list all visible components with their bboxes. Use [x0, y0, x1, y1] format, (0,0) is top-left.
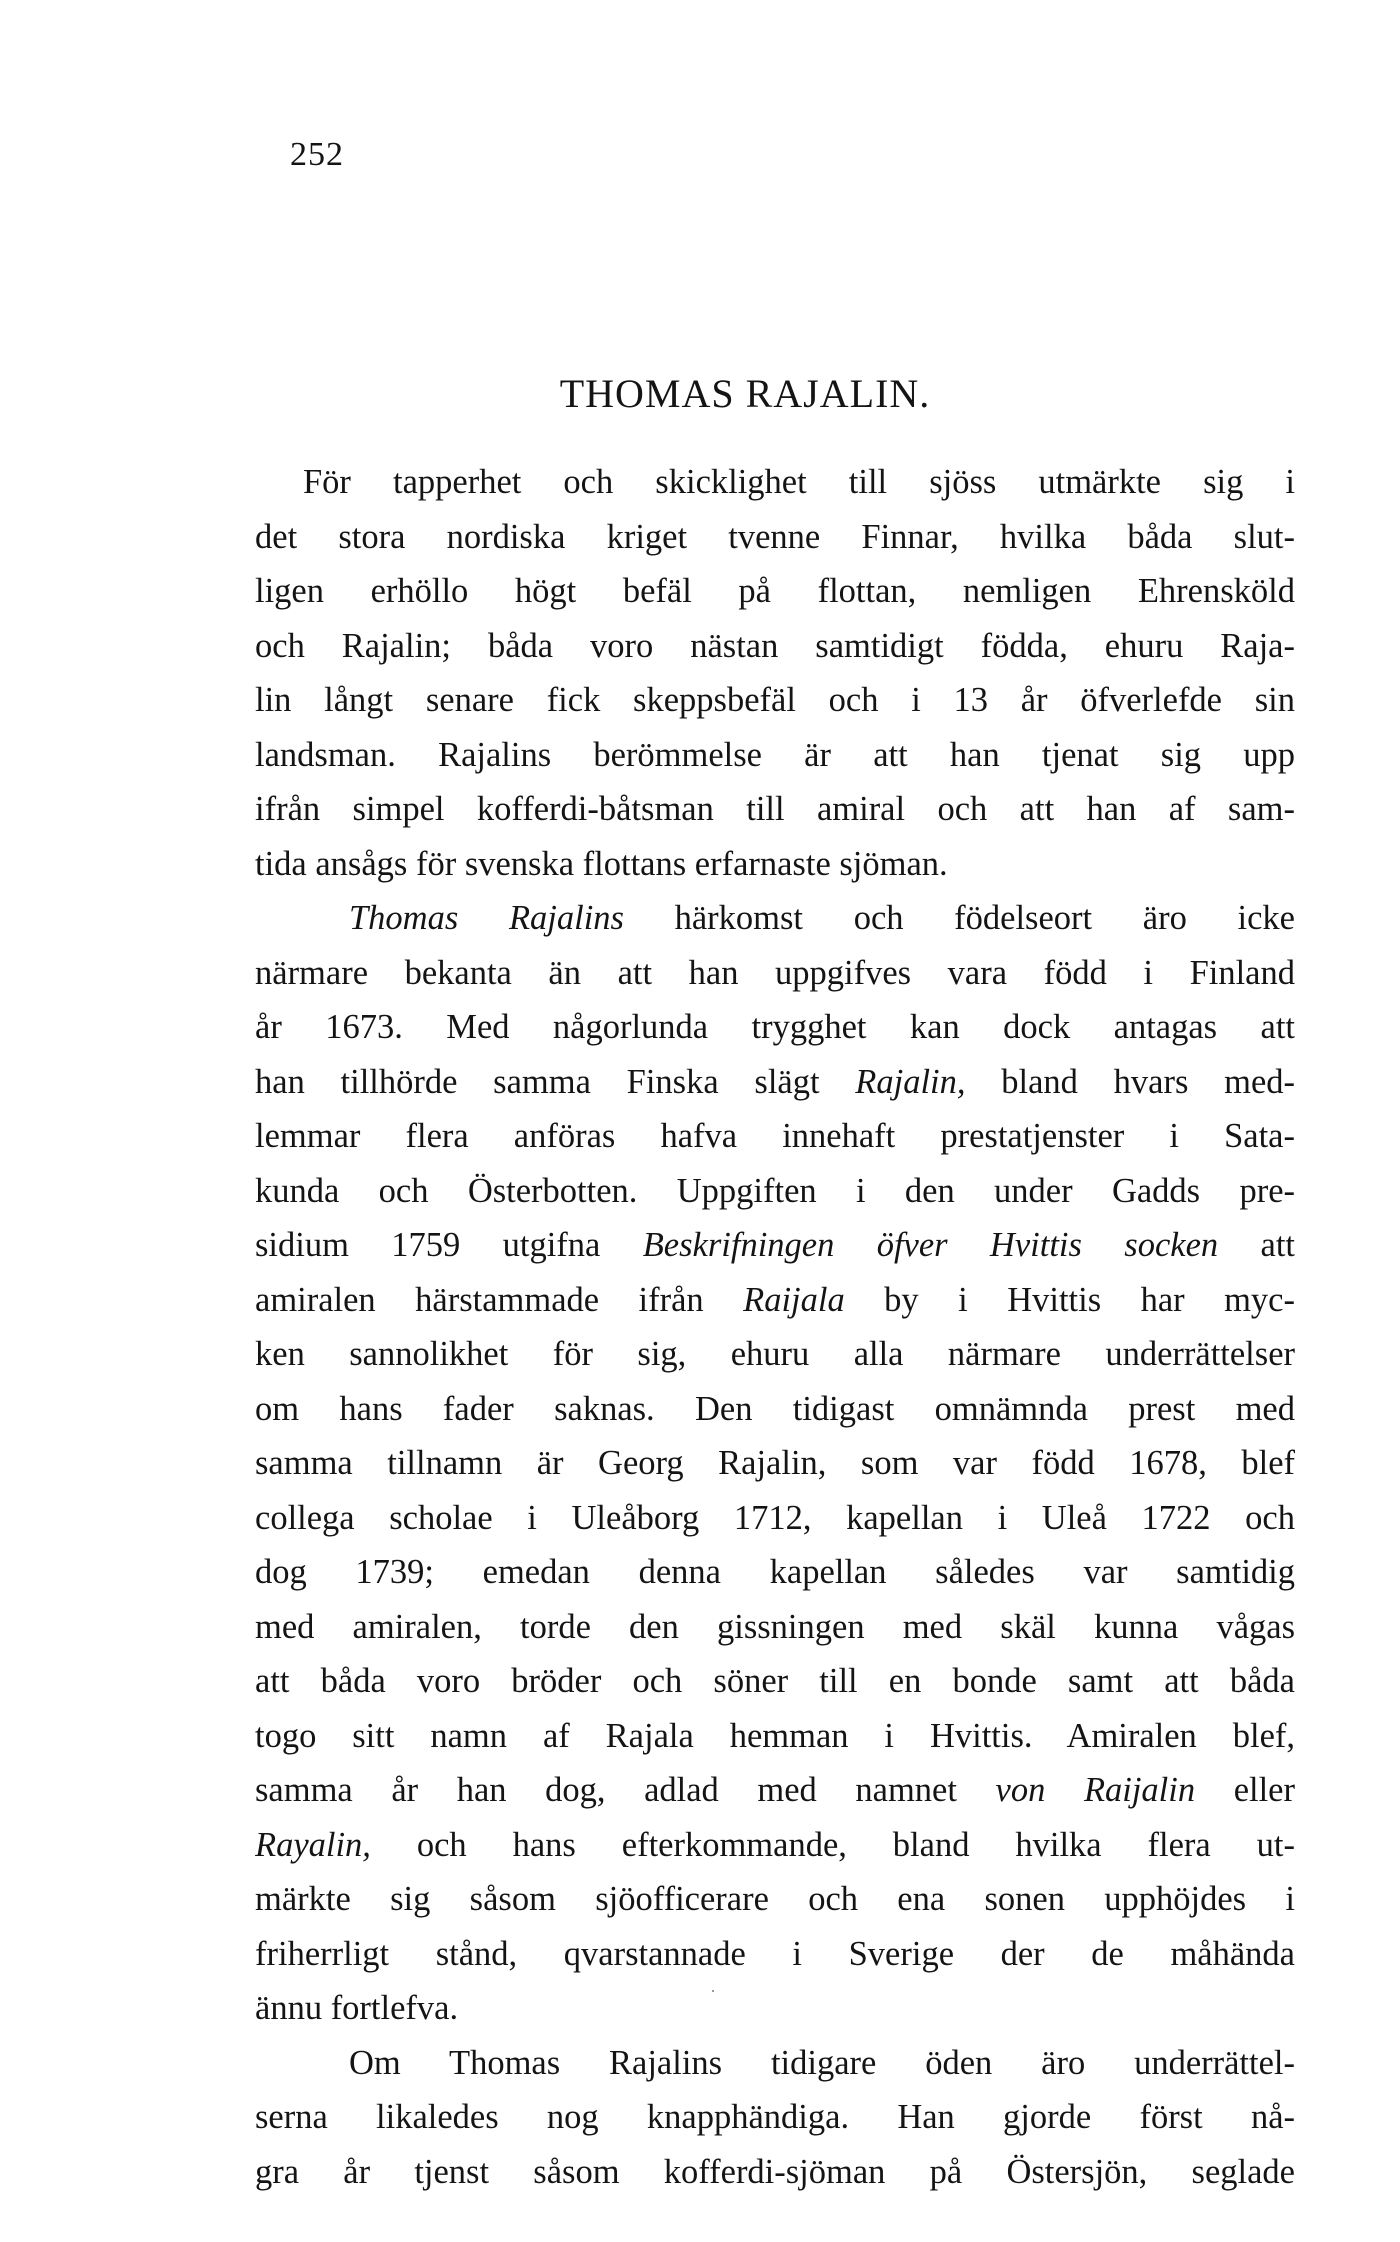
text-segment: om hans fader saknas. Den tidigast omnämnda prest med	[255, 1389, 1295, 1428]
text-segment: och Rajalin; båda voro nästan samtidigt födda, ehuru Raja-	[255, 626, 1295, 665]
italic-text: Thomas Rajalins	[349, 899, 624, 937]
text-line	[255, 1382, 1295, 1437]
text-segment: kunda och Österbotten. Uppgiften i den under Gadds pre-	[255, 1171, 1295, 1210]
text-line	[255, 2145, 1295, 2200]
text-line	[255, 455, 1295, 510]
text-segment: att båda voro bröder och söner till en bonde samt att båda	[255, 1662, 1295, 1700]
text-segment: friherrligt stånd, qvarstannade i Sverige der de måhända	[255, 1934, 1295, 1973]
text-segment: härkomst och födelseort äro icke	[623, 899, 1295, 937]
text-segment: märkte sig såsom sjöofficerare och ena sonen upphöjdes i	[255, 1880, 1295, 1918]
text-segment: Om Thomas Rajalins tidigare öden äro underrättel-	[349, 2043, 1295, 2082]
text-segment: och hans efterkommande, bland hvilka flera ut-	[370, 1825, 1295, 1864]
text-segment: samma år han dog, adlad med namnet	[255, 1771, 996, 1809]
text-segment: eller	[1195, 1771, 1295, 1809]
text-line	[255, 891, 1295, 946]
text-segment: gra år tjenst såsom kofferdi-sjöman på Östersjön, seglade	[255, 2152, 1295, 2191]
text-line	[255, 1981, 1295, 2036]
text-segment: dog 1739; emedan denna kapellan således var samtidig	[255, 1553, 1295, 1591]
paragraph	[255, 2036, 1295, 2200]
text-segment: med amiralen, torde den gissningen med skäl kunna vågas	[255, 1607, 1295, 1646]
text-line	[255, 619, 1295, 674]
text-line	[255, 782, 1295, 837]
text-line	[255, 1109, 1295, 1164]
text-line	[255, 1818, 1295, 1873]
body-text	[255, 455, 1295, 2199]
text-segment: by i Hvittis har myc-	[844, 1280, 1295, 1319]
text-segment: han tillhörde samma Finska slägt	[255, 1062, 856, 1101]
text-line	[255, 673, 1295, 728]
text-line	[255, 1000, 1295, 1055]
text-line	[255, 2036, 1295, 2091]
text-segment: togo sitt namn af Rajala hemman i Hvittis. Amiralen blef,	[255, 1716, 1295, 1755]
italic-text: Rayalin,	[255, 1825, 371, 1864]
text-segment: ligen erhöllo högt befäl på flottan, nemligen Ehrensköld	[255, 572, 1295, 610]
text-segment: lemmar flera anföras hafva innehaft prestatjenster i Sata-	[255, 1117, 1295, 1155]
text-line	[255, 564, 1295, 619]
text-line	[255, 1927, 1295, 1982]
text-segment: närmare bekanta än att han uppgifves vara född i Finland	[255, 953, 1295, 992]
text-line	[255, 1545, 1295, 1600]
text-line	[255, 1600, 1295, 1655]
page-number: 252	[290, 136, 344, 173]
text-segment: år 1673. Med någorlunda trygghet kan dock antagas att	[255, 1008, 1295, 1046]
text-line	[255, 1327, 1295, 1382]
text-line	[255, 1273, 1295, 1328]
text-line	[255, 1436, 1295, 1491]
italic-text: Rajalin,	[855, 1062, 966, 1101]
text-segment: att	[1218, 1226, 1295, 1264]
text-line	[255, 1872, 1295, 1927]
text-segment: ifrån simpel kofferdi-båtsman till amiral och att han af sam-	[255, 790, 1295, 828]
paragraph	[255, 891, 1295, 2036]
text-segment: För tapperhet och skicklighet till sjöss utmärkte sig i	[303, 463, 1295, 501]
text-segment: det stora nordiska kriget tvenne Finnar, hvilka båda slut-	[255, 517, 1295, 556]
text-line	[255, 1763, 1295, 1818]
text-segment: lin långt senare fick skeppsbefäl och i 13 år öfverlefde sin	[255, 681, 1295, 719]
text-segment: ännu fortlefva.	[255, 1989, 459, 2027]
text-segment: tida ansågs för svenska flottans erfarnaste sjöman.	[255, 844, 948, 883]
text-line	[255, 1709, 1295, 1764]
print-speck	[712, 1990, 714, 1992]
text-line	[255, 1164, 1295, 1219]
italic-text: Raijala	[743, 1280, 845, 1319]
text-segment: serna likaledes nog knapphändiga. Han gjorde först nå-	[255, 2098, 1295, 2136]
text-segment: collega scholae i Uleåborg 1712, kapellan i Uleå 1722 och	[255, 1498, 1295, 1537]
text-segment: sidium 1759 utgifna	[255, 1226, 643, 1264]
text-segment: samma tillnamn är Georg Rajalin, som var född 1678, blef	[255, 1444, 1295, 1482]
text-segment: bland hvars med-	[965, 1062, 1295, 1101]
paragraph	[255, 455, 1295, 891]
italic-text: Beskrifningen öfver Hvittis socken	[642, 1226, 1219, 1264]
text-line	[255, 510, 1295, 565]
text-line	[255, 2090, 1295, 2145]
text-line	[255, 1218, 1295, 1273]
text-segment: landsman. Rajalins berömmelse är att han tjenat sig upp	[255, 735, 1295, 774]
text-line	[255, 1654, 1295, 1709]
text-line	[255, 728, 1295, 783]
italic-text: von Raijalin	[995, 1771, 1196, 1809]
text-segment: ken sannolikhet för sig, ehuru alla närmare underrättelser	[255, 1335, 1295, 1373]
text-line	[255, 946, 1295, 1001]
text-line	[255, 837, 1295, 892]
text-segment: amiralen härstammade ifrån	[255, 1280, 744, 1319]
text-line	[255, 1055, 1295, 1110]
chapter-heading: THOMAS RAJALIN.	[559, 371, 931, 416]
text-line	[255, 1491, 1295, 1546]
